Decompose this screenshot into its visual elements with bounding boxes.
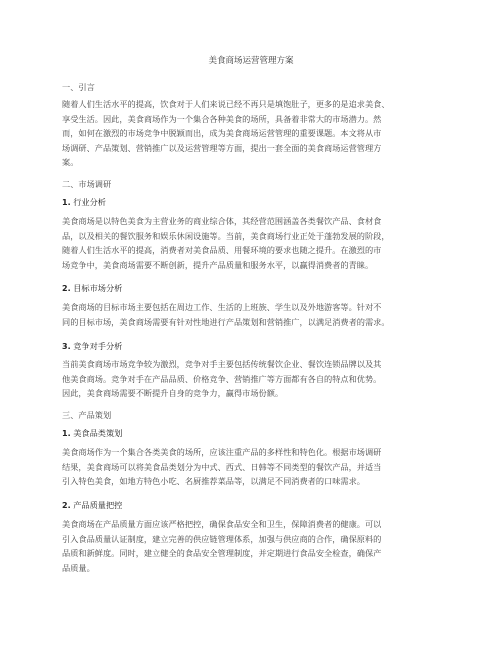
paragraph-line: 引入特色美食，如地方特色小吃、名厨推荐菜品等，以满足不同消费者的口味需求。 <box>62 476 365 487</box>
section-heading-introduction: 一、引言 <box>62 82 95 92</box>
subheading-label: 美食品类策划 <box>70 428 123 438</box>
section-heading-product-planning: 三、产品策划 <box>62 410 112 420</box>
paragraph-line: 他美食商场。竞争对手在产品品质、价格竞争、营销推广等方面都有各自的特点和优势。 <box>62 373 382 384</box>
paragraph-line: 美食商场是以特色美食为主营业务的商业综合体，其经营范围涵盖各类餐饮产品、食材食 <box>62 216 382 226</box>
paragraph-introduction <box>62 97 442 170</box>
paragraph-line: 品质和新鲜度。同时，建立健全的食品安全管理制度，并定期进行食品安全检查，确保产 <box>62 548 382 559</box>
paragraph-target-market <box>62 300 442 329</box>
paragraph-line: 场调研、产品策划、营销推广以及运营管理等方面，提出一套全面的美食商场运营管理方 <box>62 142 382 153</box>
subheading-industry-analysis <box>62 196 106 209</box>
subheading-number: 3. <box>62 342 71 351</box>
subheading-label: 行业分析 <box>70 197 106 207</box>
subheading-number: 1. <box>62 429 71 438</box>
paragraph-line: 因此，美食商场需要不断提升自身的竞争力，赢得市场份额。 <box>62 388 284 399</box>
subheading-number: 2. <box>62 501 71 510</box>
paragraph-line: 结果，美食商场可以将美食品类划分为中式、西式、日韩等不同类型的餐饮产品，并适当 <box>62 461 382 472</box>
subheading-product-quality-control <box>62 499 122 512</box>
paragraph-line: 当前美食商场市场竞争较为激烈，竞争对手主要包括传统餐饮企业、餐饮连锁品牌以及其 <box>62 359 382 369</box>
paragraph-industry-analysis <box>62 214 442 272</box>
paragraph-line: 美食商场作为一个集合各类美食的场所，应该注重产品的多样性和特色化。根据市场调研 <box>62 447 382 457</box>
paragraph-line: 而，如何在激烈的市场竞争中脱颖而出，成为美食商场运营管理的重要课题。本文将从市 <box>62 128 382 139</box>
paragraph-line: 随着人们生活水平的提高，饮食对于人们来说已经不再只是填饱肚子，更多的是追求美食、 <box>62 99 390 109</box>
paragraph-food-category-planning <box>62 445 442 489</box>
paragraph-line: 随着人们生活水平的提高，消费者对美食品质、用餐环境的要求也随之提升。在激烈的市 <box>62 245 382 256</box>
subheading-label: 产品质量把控 <box>70 500 123 510</box>
paragraph-competitor-analysis <box>62 357 442 401</box>
paragraph-line: 美食商场的目标市场主要包括在周边工作、生活的上班族、学生以及外地游客等。针对不 <box>62 302 382 312</box>
subheading-target-market <box>62 282 122 295</box>
paragraph-line: 享受生活。因此，美食商场作为一个集合各种美食的场所，具备着非常大的市场潜力。然 <box>62 113 382 124</box>
paragraph-line: 美食商场在产品质量方面应该严格把控，确保食品安全和卫生，保障消费者的健康。可以 <box>62 519 382 529</box>
paragraph-product-quality-control <box>62 517 442 575</box>
subheading-number: 1. <box>62 198 71 207</box>
paragraph-line: 品，以及相关的餐饮服务和娱乐休闲设施等。当前，美食商场行业正处于蓬勃发展的阶段， <box>62 230 390 241</box>
paragraph-line: 场竞争中，美食商场需要不断创新，提升产品质量和服务水平，以赢得消费者的青睐。 <box>62 259 374 270</box>
subheading-label: 目标市场分析 <box>70 283 123 293</box>
paragraph-line: 引入食品质量认证制度，建立完善的供应链管理体系，加强与供应商的合作，确保原料的 <box>62 533 382 544</box>
subheading-number: 2. <box>62 284 71 293</box>
subheading-competitor-analysis <box>62 340 122 353</box>
paragraph-line: 同的目标市场，美食商场需要有针对性地进行产品策划和营销推广，以满足消费者的需求。 <box>62 316 390 327</box>
paragraph-line: 品质量。 <box>62 562 95 573</box>
subheading-label: 竞争对手分析 <box>70 341 123 351</box>
document-title: 美食商场运营管理方案 <box>208 56 294 66</box>
section-heading-market-research: 二、市场调研 <box>62 179 112 189</box>
subheading-food-category-planning <box>62 427 122 440</box>
paragraph-line: 案。 <box>62 157 79 168</box>
